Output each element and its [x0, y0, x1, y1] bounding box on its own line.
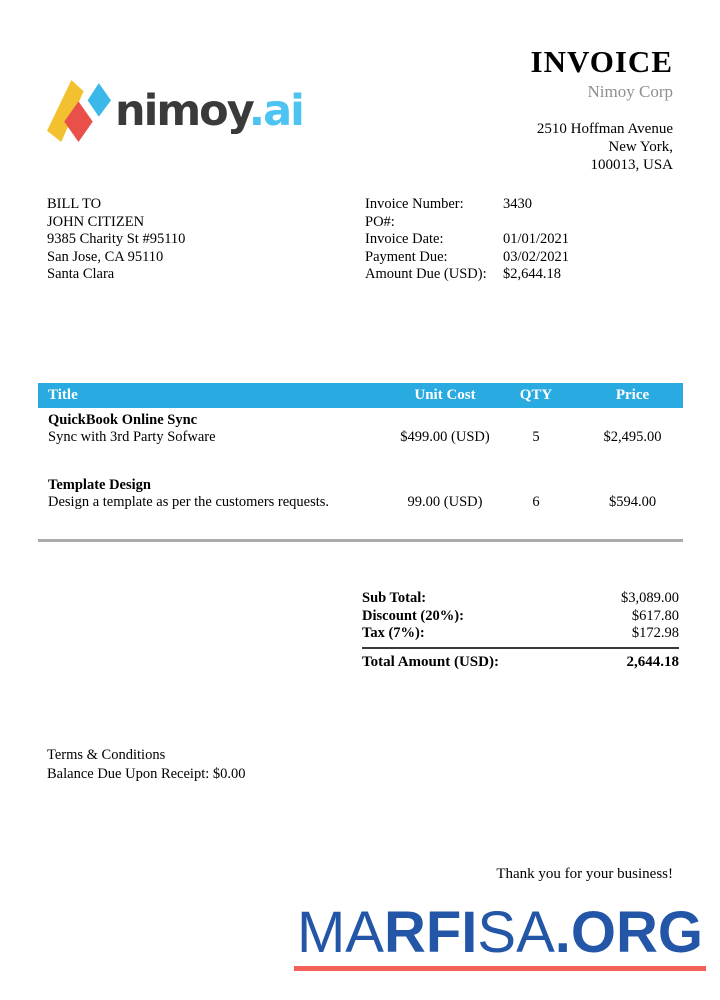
item-qty: 6	[532, 494, 540, 510]
marfisa-seg: SA	[477, 900, 555, 965]
meta-label: Amount Due (USD):	[365, 266, 487, 282]
subtotal-row	[362, 590, 679, 608]
meta-label: Invoice Date:	[365, 231, 444, 247]
table-row	[38, 412, 683, 446]
bill-to-city: San Jose, CA 95110	[47, 248, 164, 265]
brand-wordmark	[115, 85, 303, 136]
total-amount-value: 2,644.18	[626, 653, 679, 670]
bill-to-street: 9385 Charity St #95110	[47, 231, 186, 247]
bill-to-county: Santa Clara	[47, 266, 115, 282]
meta-row-amount-due	[365, 266, 569, 284]
brand-wordmark-main: nimoy	[115, 85, 249, 136]
meta-value: 3430	[503, 196, 532, 212]
items-table	[38, 383, 683, 511]
item-unit-cost: $499.00 (USD)	[400, 429, 490, 445]
meta-label: Payment Due:	[365, 248, 448, 265]
invoice-meta	[365, 196, 569, 284]
item-title: Template Design	[48, 477, 151, 493]
column-header-title: Title	[48, 387, 78, 403]
company-address	[531, 120, 673, 174]
meta-row-payment-due	[365, 249, 569, 267]
invoice-header	[531, 46, 673, 174]
company-address-line: 100013, USA	[590, 156, 673, 173]
meta-value: $2,644.18	[503, 266, 561, 282]
column-header-qty: QTY	[519, 387, 553, 403]
bill-to-name: JOHN CITIZEN	[47, 213, 145, 230]
marfisa-underline	[294, 966, 706, 971]
item-description: Sync with 3rd Party Sofware	[48, 429, 216, 445]
tax-label: Tax (7%):	[362, 625, 425, 641]
section-divider	[38, 539, 683, 542]
table-row	[38, 477, 683, 511]
item-qty: 5	[532, 429, 540, 445]
terms-block	[47, 746, 246, 783]
bill-to-label: BILL TO	[47, 196, 102, 212]
meta-label: PO#:	[365, 213, 395, 230]
discount-row	[362, 608, 679, 626]
total-amount-label: Total Amount (USD):	[362, 653, 499, 670]
items-table-header	[38, 383, 683, 408]
column-header-unit-cost: Unit Cost	[414, 387, 476, 403]
tax-value: $172.98	[631, 625, 679, 641]
brand-logo	[47, 80, 303, 142]
terms-title: Terms & Conditions	[47, 747, 166, 763]
meta-row-po	[365, 214, 569, 232]
marfisa-seg: .ORG	[554, 900, 704, 965]
meta-value: 03/02/2021	[503, 248, 570, 265]
meta-value: 01/01/2021	[503, 231, 570, 247]
discount-value: $617.80	[631, 607, 679, 624]
totals-block	[362, 590, 679, 671]
terms-line: Balance Due Upon Receipt: $0.00	[47, 765, 246, 782]
invoice-title: INVOICE	[530, 44, 673, 79]
total-amount-row	[362, 647, 679, 672]
marfisa-wordmark	[280, 900, 720, 965]
item-title: QuickBook Online Sync	[48, 412, 198, 428]
company-address-line: 2510 Hoffman Avenue	[536, 120, 673, 137]
subtotal-label: Sub Total:	[362, 590, 427, 606]
marfisa-seg: MA	[296, 900, 384, 965]
item-price: $2,495.00	[603, 429, 662, 445]
bill-to-block	[47, 196, 185, 284]
marfisa-watermark	[280, 900, 720, 971]
item-unit-cost: 99.00 (USD)	[407, 494, 483, 510]
item-price: $594.00	[608, 494, 657, 510]
item-cell-title	[38, 477, 400, 511]
meta-row-invoice-number	[365, 196, 569, 214]
thank-you-note: Thank you for your business!	[496, 866, 673, 882]
subtotal-value: $3,089.00	[621, 590, 679, 606]
column-header-price: Price	[615, 387, 650, 403]
brand-logo-icon	[47, 80, 111, 142]
company-address-line: New York,	[608, 138, 673, 155]
item-cell-title	[38, 412, 400, 446]
meta-label: Invoice Number:	[365, 196, 464, 212]
tax-row	[362, 625, 679, 643]
company-name: Nimoy Corp	[587, 81, 673, 101]
item-description: Design a template as per the customers requests.	[48, 494, 330, 510]
meta-row-invoice-date	[365, 231, 569, 249]
discount-label: Discount (20%):	[362, 607, 464, 624]
brand-wordmark-suffix: .ai	[248, 85, 303, 136]
marfisa-seg: RFI	[383, 900, 478, 965]
